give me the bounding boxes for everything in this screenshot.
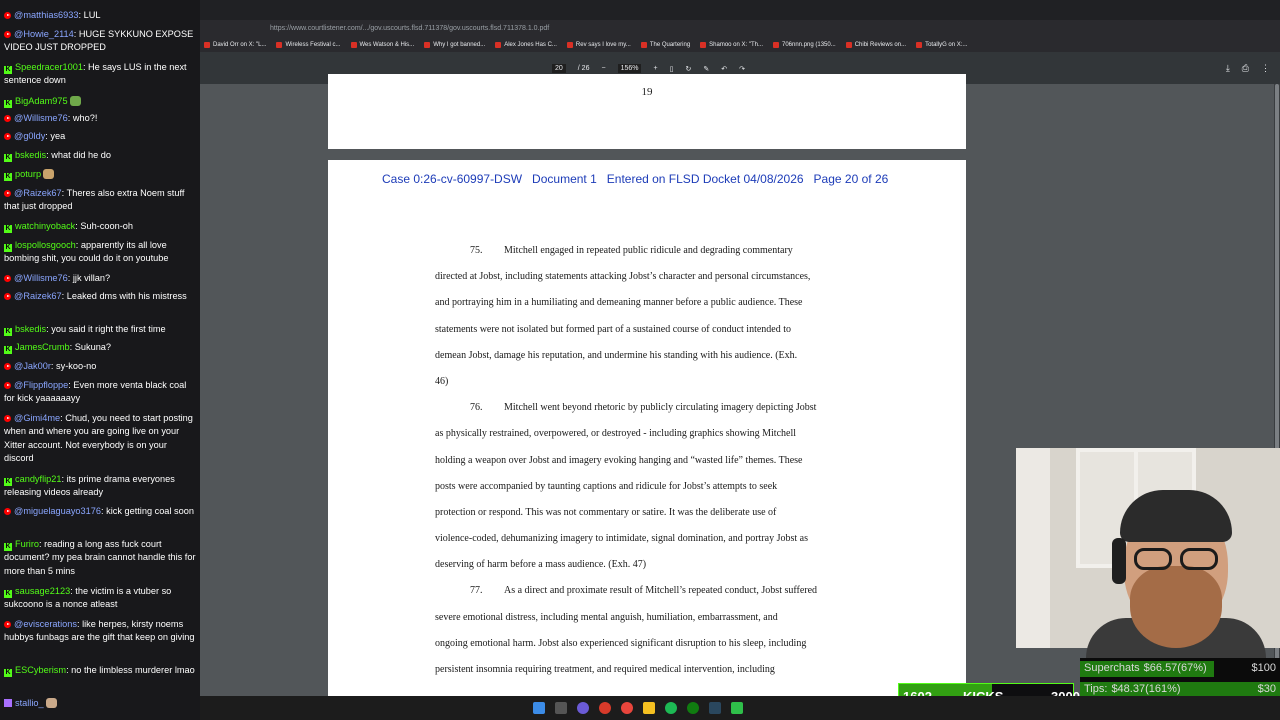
chat-text: what did he do	[51, 150, 112, 160]
pdf-page-current	[328, 160, 966, 720]
youtube-icon	[4, 415, 11, 422]
chat-text: like herpes, kirsty noems hubbys funbags are the gift that keep on giving	[4, 619, 195, 643]
document-body	[435, 243, 875, 688]
chat-separator: :	[70, 586, 76, 596]
chat-separator: :	[67, 113, 73, 123]
document-line	[435, 583, 875, 609]
chat-text: no the limbless murderer lmao	[71, 665, 195, 675]
document-line	[435, 479, 875, 505]
youtube-icon	[4, 133, 11, 140]
line-text: Mitchell engaged in repeated public ridicule and degrading commentary	[504, 245, 793, 256]
chat-text: Chud, you need to start posting when and where you are going live on your Xitter account. Not everybody is on your discord	[4, 413, 193, 463]
more-options-icon[interactable]: ⋮	[1261, 63, 1270, 73]
chat-text: Even more venta black coal for kick yaaaaaayy	[4, 380, 187, 404]
kick-icon	[4, 669, 12, 677]
line-text: protection or respond. This was not commentary or satire. It was the deliberate use of	[435, 506, 777, 518]
bookmark-favicon-icon	[641, 42, 647, 48]
line-text: violence-coded, dehumanizing imagery to intimidate, signal domination, and portray Jobst as	[435, 533, 808, 545]
chat-username[interactable]: poturp	[15, 169, 42, 179]
bookmark-item[interactable]	[567, 38, 631, 52]
bookmark-label: Wireless Festival c...	[285, 42, 341, 48]
chat-username[interactable]: sausage2123	[15, 586, 71, 596]
chat-username[interactable]: JamesCrumb	[15, 342, 70, 352]
bookmark-label: Alex Jones Has C...	[504, 42, 557, 48]
bookmark-favicon-icon	[424, 42, 430, 48]
chat-text: Leaked dms with his mistress	[66, 291, 187, 301]
kick-icon	[4, 66, 12, 74]
youtube-icon	[4, 31, 11, 38]
chat-username[interactable]: watchinyoback	[15, 221, 76, 231]
zoom-in-icon[interactable]: +	[653, 65, 658, 72]
chat-username[interactable]: ESCyberism	[15, 665, 67, 675]
chat-message	[4, 95, 198, 108]
chat-text: yea	[50, 131, 66, 141]
bookmark-favicon-icon	[351, 42, 357, 48]
address-bar[interactable]	[200, 20, 1280, 38]
chat-separator: :	[75, 221, 81, 231]
chat-separator: :	[68, 380, 74, 390]
line-text: demean Jobst, damage his reputation, and undermine his standing with his audience. (Exh.	[435, 349, 798, 361]
chat-separator: :	[61, 188, 67, 198]
document-line	[435, 505, 875, 531]
chat-username[interactable]: bskedis	[15, 150, 47, 160]
bookmark-label: 706nnn.png (1350...	[782, 42, 836, 48]
kick-icon	[4, 328, 12, 336]
chat-message	[4, 28, 198, 55]
chat-message	[4, 697, 198, 710]
fit-page-icon[interactable]: ▯	[669, 65, 674, 73]
chat-text: He says LUS in the next sentence down	[4, 62, 187, 86]
youtube-icon	[4, 293, 11, 300]
paragraph-number: 77.	[470, 585, 483, 597]
webcam-feed	[1016, 448, 1280, 648]
chat-username[interactable]: candyflip21	[15, 474, 62, 484]
page-number-footer: 19	[641, 86, 653, 98]
chat-separator: :	[76, 619, 83, 629]
chat-username[interactable]: @Raizek67	[14, 291, 62, 301]
bookmark-item[interactable]	[276, 38, 340, 52]
chat-separator: :	[60, 413, 66, 423]
chat-text: Sukuna?	[74, 342, 112, 352]
chat-message	[4, 187, 198, 214]
steam-icon[interactable]	[709, 702, 721, 714]
chat-username[interactable]: @matthias6933	[14, 10, 79, 20]
kick-icon	[4, 590, 12, 598]
chat-message	[4, 130, 198, 143]
bookmark-favicon-icon	[567, 42, 573, 48]
chat-username[interactable]: @Howie_2114	[14, 29, 74, 39]
chat-text: LUL	[83, 10, 101, 20]
chat-message	[4, 618, 198, 645]
paragraph-number: 75.	[470, 245, 483, 256]
bookmark-label: Shamoo on X: "Th...	[709, 42, 763, 48]
chat-message	[4, 9, 198, 22]
chat-message	[4, 505, 198, 518]
kick-icon	[4, 346, 12, 354]
chat-text: apparently its all love bombing shit, you could do it on youtube	[4, 240, 169, 264]
chat-separator: :	[61, 291, 67, 301]
bookmark-label: David Orr on X: "L...	[213, 42, 267, 48]
bookmark-favicon-icon	[700, 42, 706, 48]
document-line	[435, 636, 875, 662]
taskbar	[200, 696, 1280, 720]
zoom-out-icon[interactable]: −	[601, 65, 606, 72]
document-line	[435, 322, 875, 348]
chat-panel	[0, 0, 200, 720]
chat-separator: :	[66, 665, 72, 675]
emote-icon	[70, 96, 81, 106]
obs-icon[interactable]	[577, 702, 589, 714]
bookmark-item[interactable]	[424, 38, 485, 52]
paragraph-number: 76.	[470, 402, 483, 414]
goal-target: $30	[1257, 683, 1276, 695]
chat-username[interactable]: @Willisme76	[14, 273, 68, 283]
youtube-icon	[4, 12, 11, 19]
kick-icon	[4, 244, 12, 252]
kick-icon	[4, 543, 12, 551]
chat-text: the victim is a vtuber so sukcoono is a nonce atleast	[4, 586, 172, 610]
bookmark-label: Why I got banned...	[433, 42, 486, 48]
chat-separator: :	[50, 361, 57, 371]
youtube-icon	[4, 115, 11, 122]
chat-separator: :	[69, 342, 75, 352]
goal-current-value: $66.57(67%)	[1143, 662, 1207, 674]
document-line	[435, 557, 875, 583]
chat-message	[4, 473, 198, 500]
chat-message	[4, 341, 198, 354]
chat-message	[4, 412, 198, 465]
bookmark-favicon-icon	[276, 42, 282, 48]
chat-username[interactable]: bskedis	[15, 324, 47, 334]
bookmark-label: Chibi Reviews on...	[854, 42, 907, 48]
bookmark-item[interactable]	[641, 38, 690, 52]
line-text: ongoing emotional harm. Jobst also experienced significant disruption to his sleep, including	[435, 637, 807, 649]
kick-icon	[4, 154, 12, 162]
goal-row	[1080, 659, 1280, 677]
page-number-input[interactable]: 20	[552, 64, 566, 73]
goal-label	[1084, 659, 1207, 677]
chat-username[interactable]: Furiro	[15, 539, 39, 549]
chat-text: sy-koo-no	[56, 361, 97, 371]
bookmark-item[interactable]	[773, 38, 836, 52]
bookmark-item[interactable]	[351, 38, 415, 52]
line-text: statements were not isolated but formed part of a sustained course of conduct intended to	[435, 323, 792, 335]
chat-username[interactable]: @Willisme76	[14, 113, 68, 123]
file-explorer-icon[interactable]	[643, 702, 655, 714]
chat-message	[4, 149, 198, 162]
youtube-icon	[4, 363, 11, 370]
browser-tab-strip[interactable]	[200, 0, 1280, 20]
chat-separator: :	[46, 324, 52, 334]
goal-name: Tips:	[1084, 683, 1108, 695]
chat-separator: :	[78, 10, 84, 20]
xbox-icon[interactable]	[687, 702, 699, 714]
document-line	[435, 269, 875, 295]
chat-text: jjk villan?	[72, 273, 111, 283]
chat-message	[4, 220, 198, 233]
goal-current-value: $48.37(161%)	[1111, 683, 1181, 695]
bookmark-label: TotallyG on X:...	[925, 42, 968, 48]
bookmarks-bar	[200, 38, 1280, 52]
bookmark-item[interactable]	[495, 38, 557, 52]
bookmark-item[interactable]	[204, 38, 266, 52]
chat-message	[4, 323, 198, 336]
line-text: persistent insomnia requiring treatment, and required medical intervention, including	[435, 664, 775, 675]
document-line	[435, 243, 875, 269]
goal-target: $100	[1251, 662, 1276, 674]
line-text: deserving of harm before a mass audience. (Exh. 47)	[435, 559, 647, 571]
chat-separator: :	[73, 29, 79, 39]
print-icon[interactable]: ⎙	[1241, 63, 1249, 73]
chat-message	[4, 664, 198, 677]
line-text: directed at Jobst, including statements attacking Jobst’s character and personal circumstances,	[435, 271, 811, 283]
chat-username[interactable]: @g0ldy	[14, 131, 46, 141]
document-line	[435, 348, 875, 374]
chat-username[interactable]: @Flippfloppe	[14, 380, 69, 390]
document-line	[435, 374, 875, 400]
line-text: severe emotional distress, including mental anguish, humiliation, embarrassment, and	[435, 611, 778, 623]
line-text: and portraying him in a humiliating and demeaning manner before a public audience. These	[435, 297, 803, 309]
url-text[interactable]: https://www.courtlistener.com/.../gov.uscourts.flsd.711378/gov.uscourts.flsd.711378.1.0.pdf	[270, 25, 550, 32]
chat-separator: :	[39, 539, 45, 549]
chat-text: who?!	[72, 113, 98, 123]
chat-separator: :	[45, 131, 51, 141]
zoom-level[interactable]: 156%	[618, 64, 642, 73]
youtube-icon	[4, 621, 11, 628]
chat-username[interactable]: stallio_	[15, 698, 44, 708]
windows-start-icon[interactable]	[533, 702, 545, 714]
chat-username[interactable]: @Jak00r	[14, 361, 51, 371]
chat-text: reading a long ass fuck court document? my pea brain cannot handle this for more than 5 mins	[4, 539, 196, 576]
rotate-icon[interactable]: ↻	[685, 65, 692, 73]
chat-separator: :	[100, 506, 107, 516]
bookmark-item[interactable]	[916, 38, 967, 52]
chat-separator: :	[67, 273, 73, 283]
emote-icon	[43, 169, 54, 179]
search-icon[interactable]	[555, 702, 567, 714]
redo-icon[interactable]: ↷	[739, 65, 745, 73]
youtube-icon	[4, 382, 11, 389]
chat-username[interactable]: Speedracer1001	[15, 62, 83, 72]
emote-icon	[46, 698, 57, 708]
youtube-icon	[4, 508, 11, 515]
chat-message	[4, 379, 198, 406]
bookmark-favicon-icon	[773, 42, 779, 48]
chat-username[interactable]: BigAdam975	[15, 96, 68, 106]
document-line	[435, 662, 875, 688]
chat-username[interactable]: @Gimi4me	[14, 413, 61, 423]
page-total: / 26	[577, 65, 590, 72]
bookmark-favicon-icon	[204, 42, 210, 48]
chrome-icon[interactable]	[621, 702, 633, 714]
chat-username[interactable]: @Raizek67	[14, 188, 62, 198]
chat-text: you said it right the first time	[51, 324, 166, 334]
chat-text: Theres also extra Noem stuff that just dropped	[4, 188, 185, 212]
spotify-icon[interactable]	[665, 702, 677, 714]
document-line	[435, 400, 875, 426]
media-app-icon[interactable]	[599, 702, 611, 714]
chat-separator: :	[75, 240, 81, 250]
chat-text: HUGE SYKKUNO EXPOSE VIDEO JUST DROPPED	[4, 29, 194, 53]
bookmark-label: Wes Watson & His...	[359, 42, 415, 48]
bookmark-favicon-icon	[916, 42, 922, 48]
kick-icon	[4, 225, 12, 233]
document-line	[435, 531, 875, 557]
chat-text: its prime drama everyones releasing videos already	[4, 474, 175, 498]
court-header: Case 0:26-cv-60997-DSW Document 1 Entered on FLSD Docket 04/08/2026 Page 20 of 26	[382, 172, 889, 186]
chat-message	[4, 112, 198, 125]
chat-message	[4, 272, 198, 285]
chat-text: kick getting coal soon	[106, 506, 194, 516]
chat-text: Suh-coon-oh	[80, 221, 133, 231]
line-text: as physically restrained, overpowered, or destroyed - including graphics showing Mitchell	[435, 428, 797, 440]
chat-username[interactable]: @eviscerations	[14, 619, 77, 629]
chat-message	[4, 585, 198, 612]
chat-message	[4, 290, 198, 303]
twitch-icon	[4, 699, 12, 707]
green-app-icon[interactable]	[731, 702, 743, 714]
bookmark-item[interactable]	[700, 38, 763, 52]
chat-separator: :	[82, 62, 89, 72]
bookmark-favicon-icon	[495, 42, 501, 48]
pdf-page-previous	[328, 74, 966, 149]
chat-separator: :	[61, 474, 67, 484]
bookmark-label: The Quartering	[649, 42, 691, 48]
chat-message	[4, 538, 198, 578]
download-icon[interactable]: ⤓	[1225, 63, 1230, 73]
document-line	[435, 426, 875, 452]
document-line	[435, 610, 875, 636]
bookmark-label: Rev says I love my...	[575, 42, 631, 48]
chat-message	[4, 239, 198, 266]
bookmark-favicon-icon	[846, 42, 852, 48]
line-text: 46)	[435, 375, 449, 387]
line-text: holding a weapon over Jobst and imagery evoking hanging and “wasted life” themes. These	[435, 454, 803, 466]
kick-icon	[4, 100, 12, 108]
kick-icon	[4, 173, 12, 181]
chat-username[interactable]: lospollosgooch	[15, 240, 76, 250]
kick-icon	[4, 478, 12, 486]
line-text: Mitchell went beyond rhetoric by publicly circulating imagery depicting Jobst	[504, 402, 817, 414]
undo-icon[interactable]: ↶	[721, 65, 728, 73]
youtube-icon	[4, 275, 11, 282]
chat-message	[4, 61, 198, 88]
chat-message	[4, 360, 198, 373]
line-text: posts were accompanied by taunting captions and ridicule for Jobst’s attempts to seek	[435, 480, 778, 492]
annotate-icon[interactable]: ✎	[703, 65, 710, 73]
line-text: As a direct and proximate result of Mitchell’s repeated conduct, Jobst suffered	[504, 585, 818, 597]
bookmark-item[interactable]	[846, 38, 906, 52]
chat-separator: :	[46, 150, 52, 160]
document-line	[435, 295, 875, 321]
chat-username[interactable]: @miguelaguayo3176	[14, 506, 101, 516]
goal-name: Superchats	[1084, 662, 1140, 674]
chat-message	[4, 168, 198, 181]
document-line	[435, 453, 875, 479]
youtube-icon	[4, 190, 11, 197]
